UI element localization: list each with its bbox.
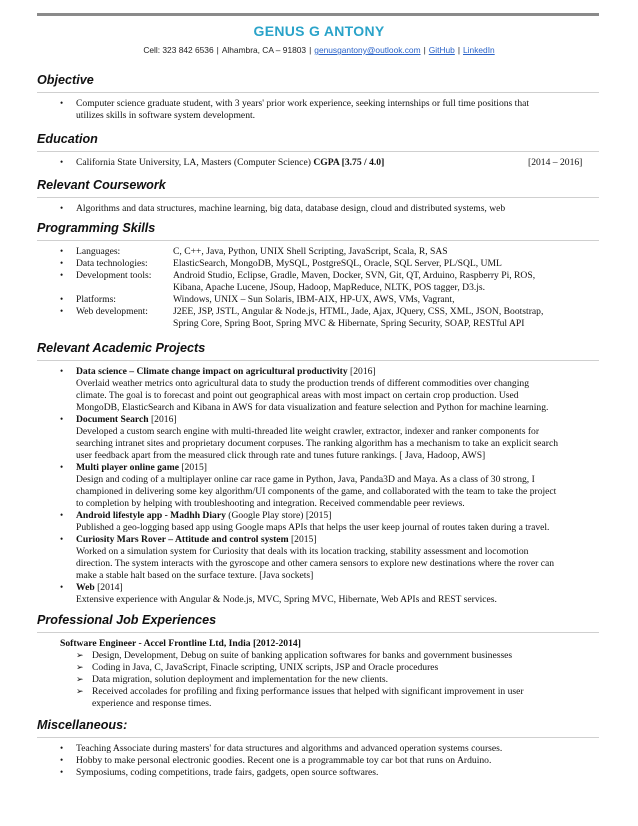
bullet-icon: • xyxy=(60,534,64,544)
bullet-icon: • xyxy=(60,157,64,167)
project-year: [2014] xyxy=(97,582,123,593)
skill-value: Kibana, Apache Lucene, JSoup, Hadoop, MapReduce, NLTK, POS tagger, D3.js. xyxy=(173,282,486,293)
project-year: (Google Play store) [2015] xyxy=(228,510,332,521)
project-line: MongoDB, ElasticSearch and Kibana in AWS for data visualization and feature selection and Python for machine learning. xyxy=(76,402,549,413)
job-title: Software Engineer - Accel Frontline Ltd, India [2012-2014] xyxy=(60,638,301,649)
section-rule xyxy=(37,240,599,241)
section-rule xyxy=(37,197,599,198)
objective-line: Computer science graduate student, with 3 years' prior work experience, seeking internships or full time positions that xyxy=(76,98,530,109)
project-title-line xyxy=(76,414,177,426)
bullet-icon: • xyxy=(60,582,64,592)
bullet-icon: • xyxy=(60,306,64,316)
coursework-heading: Relevant Coursework xyxy=(37,178,166,192)
coursework-text: Algorithms and data structures, machine learning, big data, database design, cloud and distributed systems, web xyxy=(76,203,506,214)
job-duty: experience and response times. xyxy=(92,698,212,709)
chevron-right-icon: ➢ xyxy=(76,650,84,660)
gpa: CGPA [3.75 / 4.0] xyxy=(313,157,385,168)
education-entry xyxy=(76,157,384,169)
bullet-icon: • xyxy=(60,294,64,304)
school: California State University, LA, Masters (Computer Science) xyxy=(76,157,311,168)
project-title-line xyxy=(76,366,376,378)
project-year: [2015] xyxy=(181,462,207,473)
job-duty: Design, Development, Debug on suite of banking application softwares for banks and government businesses xyxy=(92,650,513,661)
skill-value: Spring Core, Spring Boot, Spring MVC & Hibernate, Spring Security, SOAP, RESTful API xyxy=(173,318,525,329)
project-line: Published a geo-logging based app using Google maps APIs that helps the user keep journal of routes taken during a travel. xyxy=(76,522,550,533)
project-title: Document Search xyxy=(76,414,149,425)
skill-value: J2EE, JSP, JSTL, Angular & Node.js, HTML, Jade, Ajax, JQuery, CSS, XML, JSON, Bootstrap, xyxy=(173,306,544,317)
bullet-icon: • xyxy=(60,767,64,777)
project-year: [2016] xyxy=(350,366,376,377)
section-rule xyxy=(37,151,599,152)
section-rule xyxy=(37,92,599,93)
skill-value: ElasticSearch, MongoDB, MySQL, PostgreSQL, Oracle, SQL Server, PL/SQL, UML xyxy=(173,258,502,269)
top-divider xyxy=(37,13,599,16)
projects-heading: Relevant Academic Projects xyxy=(37,341,206,355)
objective-heading: Objective xyxy=(37,73,94,87)
misc-item: Symposiums, coding competitions, trade fairs, gadgets, open source softwares. xyxy=(76,767,379,778)
contact-line xyxy=(0,45,638,55)
bullet-icon: • xyxy=(60,98,64,108)
separator: | xyxy=(457,45,461,55)
section-rule xyxy=(37,360,599,361)
email-link[interactable]: genusgantony@outlook.com xyxy=(314,45,421,55)
chevron-right-icon: ➢ xyxy=(76,686,84,696)
project-line: user feedback apart from the measured click through rate and tunes future rankings. [ Java, Hadoop, AWS] xyxy=(76,450,486,461)
objective-line: utilizes skills in software system development. xyxy=(76,110,256,121)
bullet-icon: • xyxy=(60,462,64,472)
job-duty: Received accolades for profiling and fixing performance issues that helped with significant improvement in user xyxy=(92,686,524,697)
skill-value: Android Studio, Eclipse, Gradle, Maven, Docker, SVN, Git, QT, Arduino, Raspberry Pi, ROS, xyxy=(173,270,536,281)
skills-heading: Programming Skills xyxy=(37,221,156,235)
phone: Cell: 323 842 6536 xyxy=(143,45,214,55)
separator: | xyxy=(423,45,426,55)
project-line: to completion by helping with troubleshooting and integration. Received commendable peer reviews. xyxy=(76,498,465,509)
project-line: Developed a custom search engine with multi-threaded lite weight crawler, extractor, indexer and ranker components for xyxy=(76,426,540,437)
project-year: [2015] xyxy=(290,534,317,545)
skill-label: Web development: xyxy=(76,306,148,317)
education-heading: Education xyxy=(37,132,98,146)
project-line: direction. The system interacts with the gyroscope and other camera sensors to explore new destinations where the rover can xyxy=(76,558,555,569)
misc-item: Hobby to make personal electronic goodies. Recent one is a programmable toy car bot that runs on Arduino. xyxy=(76,755,492,766)
skill-label: Languages: xyxy=(76,246,121,257)
skill-value: Windows, UNIX – Sun Solaris, IBM-AIX, HP-UX, AWS, VMs, Vagrant, xyxy=(173,294,455,305)
project-title-line xyxy=(76,462,207,474)
skill-label: Data technologies: xyxy=(76,258,148,269)
bullet-icon: • xyxy=(60,510,64,520)
project-title-line xyxy=(76,582,123,594)
separator: | xyxy=(216,45,219,55)
project-title: Data science – Climate change impact on agricultural productivity xyxy=(76,366,348,377)
project-title-line xyxy=(76,510,331,522)
separator: | xyxy=(309,45,312,55)
project-title: Web xyxy=(76,582,95,593)
linkedin-link[interactable]: LinkedIn xyxy=(463,45,495,55)
bullet-icon: • xyxy=(60,414,64,424)
job-duty: Coding in Java, C, JavaScript, Finacle scripting, UNIX scripts, JSP and Oracle procedures xyxy=(92,662,439,673)
project-title: Multi player online game xyxy=(76,462,179,473)
bullet-icon: • xyxy=(60,258,64,268)
project-line: make a stable halt based on the surface texture. [Java sockets] xyxy=(76,570,314,581)
chevron-right-icon: ➢ xyxy=(76,674,84,684)
misc-heading: Miscellaneous: xyxy=(37,718,128,732)
project-title-line xyxy=(76,534,317,546)
candidate-name: GENUS G ANTONY xyxy=(253,23,385,39)
skill-value: C, C++, Java, Python, UNIX Shell Scripting, JavaScript, Scala, R, SAS xyxy=(173,246,448,257)
skill-label: Platforms: xyxy=(76,294,116,305)
project-line: searching intranet sites and proprietary document corpuses. The ranking algorithm has a mechanism to take an explicit search xyxy=(76,438,559,449)
bullet-icon: • xyxy=(60,270,64,280)
github-link[interactable]: GitHub xyxy=(428,45,455,55)
bullet-icon: • xyxy=(60,246,64,256)
project-title: Android lifestyle app - Madhh Diary xyxy=(76,510,226,521)
job-duty: Data migration, solution deployment and implementation for the new clients. xyxy=(92,674,389,685)
project-line: championed in delivering some key algorithm/UI components of the game, and collaborated with the team to take the project xyxy=(76,486,557,497)
section-rule xyxy=(37,737,599,738)
bullet-icon: • xyxy=(60,743,64,753)
project-year: [2016] xyxy=(150,414,177,425)
misc-item: Teaching Associate during masters' for data structures and algorithms and advanced operation systems courses. xyxy=(76,743,503,754)
skill-label: Development tools: xyxy=(76,270,152,281)
bullet-icon: • xyxy=(60,366,64,376)
section-rule xyxy=(37,632,599,633)
project-line: Extensive experience with Angular & Node.js, MVC, Spring MVC, Hibernate, Web APIs and REST services. xyxy=(76,594,497,605)
experience-heading: Professional Job Experiences xyxy=(37,613,217,627)
project-line: Design and coding of a multiplayer online car race game in Python, Java, Panda3D and Maya. As a class of 30 strong, I xyxy=(76,474,535,485)
location: Alhambra, CA – 91803 xyxy=(221,45,307,55)
project-line: climate. The goal is to forecast and point out geographical areas with most impact on certain crop production. Used xyxy=(76,390,519,401)
project-line: Worked on a simulation system for Curiosity that deals with its location tracking, stability assessment and locomotion xyxy=(76,546,529,557)
project-line: Overlaid weather metrics onto agricultural data to study the production trends of different commodities over changing xyxy=(76,378,529,389)
bullet-icon: • xyxy=(60,755,64,765)
bullet-icon: • xyxy=(60,203,64,213)
chevron-right-icon: ➢ xyxy=(76,662,84,672)
education-dates: [2014 – 2016] xyxy=(528,157,583,168)
project-title: Curiosity Mars Rover – Attitude and control system xyxy=(76,534,289,545)
